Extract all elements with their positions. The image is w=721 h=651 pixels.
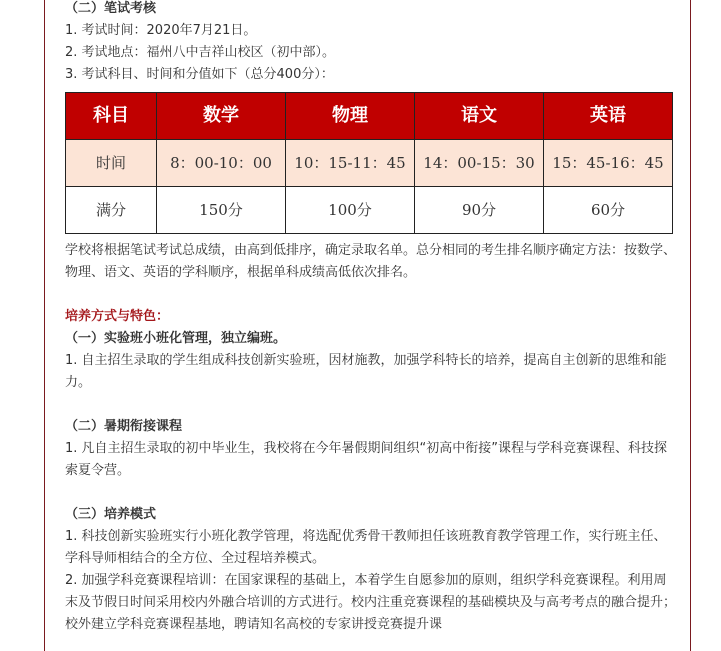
header-cell-english: 英语 [544, 93, 673, 140]
article-content [65, 0, 677, 636]
training-section-3-para-2: 2. 加强学科竞赛课程培训：在国家课程的基础上，本着学生自愿参加的原则，组织学科竞赛课程。利用周末及节假日时间采用校内外融合培训的方式进行。校内注重竞赛课程的基础模块及与高考考点的融合提升；校外建立学科竞赛课程基地，聘请知名高校的专家讲授竞赛提升课 [65, 573, 677, 632]
training-section-2-para-1: 1. 凡自主招生录取的初中毕业生，我校将在今年暑假期间组织“初高中衔接”课程与学科竞赛课程、科技探索夏令营。 [65, 441, 668, 478]
cell-math-time: 8：00-10：00 [157, 140, 286, 187]
cell-math-score: 150分 [157, 187, 286, 234]
training-section-1-title: （一）实验班小班化管理，独立编班。 [65, 331, 287, 346]
cell-physics-time: 10：15-11：45 [286, 140, 415, 187]
training-section-2-title: （二）暑期衔接课程 [65, 419, 183, 434]
ranking-note: 学校将根据笔试考试总成绩，由高到低排序，确定录取名单。总分相同的考生排名顺序确定方法：按数学、物理、语文、英语的学科顺序，根据单科成绩高低依次排名。 [65, 243, 677, 280]
cell-physics-score: 100分 [286, 187, 415, 234]
training-section-1-para-1: 1. 自主招生录取的学生组成科技创新实验班，因材施教，加强学科特长的培养，提高自主创新的思维和能力。 [65, 353, 667, 390]
table-row-score [66, 187, 673, 234]
header-cell-chinese: 语文 [415, 93, 544, 140]
exam-section-heading: （二）笔试考核 [65, 1, 157, 16]
exam-item-time: 1. 考试时间：2020年7月21日。 [65, 23, 257, 38]
cell-chinese-score: 90分 [415, 187, 544, 234]
exam-item-subjects: 3. 考试科目、时间和分值如下（总分400分）： [65, 67, 334, 82]
cell-english-score: 60分 [544, 187, 673, 234]
training-section-3-title: （三）培养模式 [65, 507, 157, 522]
header-cell-physics: 物理 [286, 93, 415, 140]
header-cell-subject: 科目 [66, 93, 157, 140]
cell-english-time: 15：45-16：45 [544, 140, 673, 187]
training-section-3-para-1: 1. 科技创新实验班实行小班化教学管理，将选配优秀骨干教师担任该班教育教学管理工作，实行班主任、学科导师相结合的全方位、全过程培养模式。 [65, 529, 667, 566]
training-heading: 培养方式与特色： [65, 309, 170, 324]
row-label-time: 时间 [66, 140, 157, 187]
cell-chinese-time: 14：00-15：30 [415, 140, 544, 187]
exam-schedule-table [65, 92, 673, 234]
header-cell-math: 数学 [157, 93, 286, 140]
table-row-time [66, 140, 673, 187]
exam-item-location: 2. 考试地点：福州八中吉祥山校区（初中部）。 [65, 45, 336, 60]
row-label-score: 满分 [66, 187, 157, 234]
table-header-row [66, 93, 673, 140]
